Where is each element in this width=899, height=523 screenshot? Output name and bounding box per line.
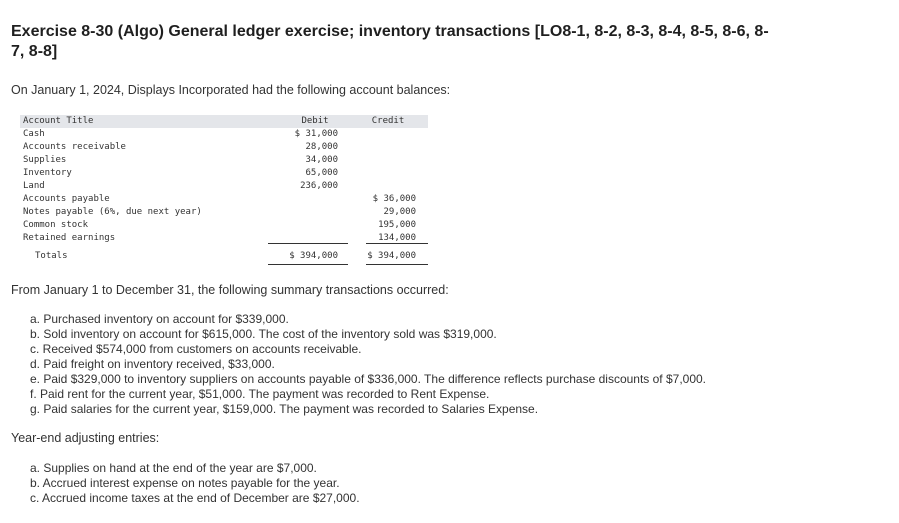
totals-label: Totals [35, 251, 68, 261]
table-row-account: Accounts receivable [23, 142, 126, 152]
transactions-intro: From January 1 to December 31, the following summary transactions occurred: [11, 283, 449, 297]
table-row-credit: 134,000 [378, 233, 416, 243]
exercise-title: Exercise 8-30 (Algo) General ledger exercise; inventory transactions [LO8-1, 8-2, 8-3, 8-4, 8-5, 8-6, 8-7, 8-8] [11, 23, 769, 60]
transaction-item: d. Paid freight on inventory received, $33,000. [30, 357, 275, 371]
header-debit: Debit [301, 116, 329, 126]
adjusting-entry-item: a. Supplies on hand at the end of the year are $7,000. [30, 461, 317, 475]
table-row-credit: $ 36,000 [372, 194, 416, 204]
table-row-account: Common stock [23, 220, 89, 230]
account-balances-table [20, 115, 430, 265]
adjusting-entry-item: b. Accrued interest expense on notes payable for the year. [30, 476, 340, 490]
transaction-item: g. Paid salaries for the current year, $159,000. The payment was recorded to Salaries Expense. [30, 402, 539, 416]
header-credit: Credit [371, 116, 405, 126]
table-row-credit: 195,000 [378, 220, 416, 230]
table-row-credit: 29,000 [383, 207, 416, 217]
intro-text: On January 1, 2024, Displays Incorporated had the following account balances: [11, 83, 451, 97]
table-row-debit: 236,000 [300, 181, 338, 191]
table-row-account: Cash [23, 129, 45, 139]
table-row-debit: 65,000 [305, 168, 338, 178]
header-account-title: Account Title [23, 116, 94, 126]
transaction-item: e. Paid $329,000 to inventory suppliers on accounts payable of $336,000. The difference reflects purchase discounts of $7,000. [30, 372, 707, 386]
table-row-debit: 34,000 [305, 155, 338, 165]
table-row-account: Supplies [23, 155, 67, 165]
adjusting-entry-item: c. Accrued income taxes at the end of December are $27,000. [30, 491, 360, 505]
table-row-account: Land [23, 181, 45, 191]
transaction-item: a. Purchased inventory on account for $339,000. [30, 312, 289, 326]
transaction-item: b. Sold inventory on account for $615,000. The cost of the inventory sold was $319,000. [30, 327, 497, 341]
transaction-item: f. Paid rent for the current year, $51,000. The payment was recorded to Rent Expense. [30, 387, 490, 401]
table-row-account: Accounts payable [23, 194, 110, 204]
debit-double-rule-1 [268, 264, 348, 265]
adjusting-intro: Year-end adjusting entries: [11, 431, 160, 445]
debit-total-rule [268, 243, 348, 244]
table-row-debit: $ 31,000 [294, 129, 338, 139]
table-row-account: Inventory [23, 168, 72, 178]
transaction-item: c. Received $574,000 from customers on accounts receivable. [30, 342, 362, 356]
adjusting-entries-list [30, 461, 360, 506]
credit-total-rule [366, 243, 428, 244]
table-row-account: Retained earnings [23, 233, 116, 243]
debit-total: $ 394,000 [289, 251, 338, 261]
credit-total: $ 394,000 [367, 251, 416, 261]
table-row-debit: 28,000 [305, 142, 338, 152]
table-row-account: Notes payable (6%, due next year) [23, 207, 202, 217]
transactions-list [30, 312, 706, 417]
credit-double-rule-1 [366, 264, 428, 265]
